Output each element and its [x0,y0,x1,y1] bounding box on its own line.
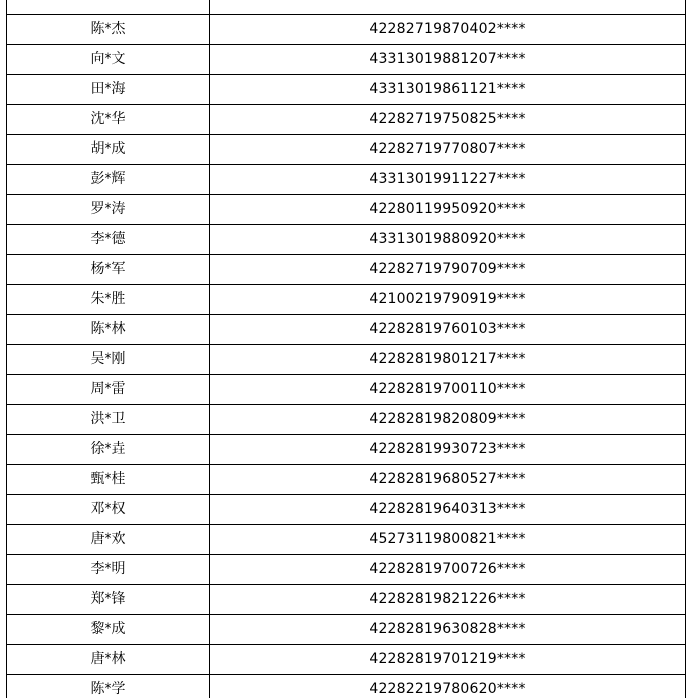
id-number-cell: 43313019861121**** [210,75,686,105]
table-row [7,285,686,315]
name-cell: 周*雷 [7,375,210,405]
table-row [7,255,686,285]
table-row [7,585,686,615]
table-row [7,615,686,645]
id-number-cell: 42282219780620**** [210,675,686,698]
name-cell: 陈*杰 [7,15,210,45]
id-number-cell: 42282719750825**** [210,105,686,135]
table-row [7,135,686,165]
table-row [7,555,686,585]
table-row [7,225,686,255]
table-row [7,525,686,555]
id-number-cell: 43313019911227**** [210,165,686,195]
id-number-cell: 42282819701219**** [210,645,686,675]
id-number-cell: 42282819700110**** [210,375,686,405]
id-number-cell: 42282719790709**** [210,255,686,285]
roster-table [6,0,686,698]
table-row [7,405,686,435]
name-cell: 吴*刚 [7,345,210,375]
name-cell: 向*文 [7,45,210,75]
roster-table-body [7,0,686,698]
id-number-cell: 42282819930723**** [210,435,686,465]
name-cell: 陈*林 [7,315,210,345]
id-number-cell: 42282819640313**** [210,495,686,525]
table-row [7,495,686,525]
table-row [7,465,686,495]
name-cell: 胡*成 [7,135,210,165]
name-cell: 杨*军 [7,255,210,285]
name-cell: 唐*林 [7,645,210,675]
name-cell-empty [7,0,210,15]
name-cell: 田*海 [7,75,210,105]
name-cell: 甄*桂 [7,465,210,495]
name-cell: 李*明 [7,555,210,585]
id-number-cell: 42100219790919**** [210,285,686,315]
table-row [7,165,686,195]
name-cell: 黎*成 [7,615,210,645]
id-cell-empty [210,0,686,15]
name-cell: 沈*华 [7,105,210,135]
name-cell: 郑*锋 [7,585,210,615]
table-row [7,315,686,345]
id-number-cell: 42282819630828**** [210,615,686,645]
table-row [7,675,686,698]
name-cell: 洪*卫 [7,405,210,435]
id-number-cell: 43313019880920**** [210,225,686,255]
name-cell: 罗*涛 [7,195,210,225]
table-row [7,435,686,465]
table-row [7,15,686,45]
id-number-cell: 42282819700726**** [210,555,686,585]
id-number-cell: 42282819801217**** [210,345,686,375]
table-row [7,345,686,375]
id-number-cell: 43313019881207**** [210,45,686,75]
table-row [7,45,686,75]
table-row-top-partial [7,0,686,15]
id-number-cell: 42282819760103**** [210,315,686,345]
name-cell: 陈*学 [7,675,210,698]
name-cell: 彭*辉 [7,165,210,195]
id-number-cell: 42282719770807**** [210,135,686,165]
name-cell: 徐*垚 [7,435,210,465]
table-row [7,375,686,405]
id-number-cell: 45273119800821**** [210,525,686,555]
table-row [7,75,686,105]
table-row [7,645,686,675]
name-cell: 李*德 [7,225,210,255]
name-cell: 朱*胜 [7,285,210,315]
name-cell: 唐*欢 [7,525,210,555]
id-number-cell: 42280119950920**** [210,195,686,225]
name-cell: 邓*权 [7,495,210,525]
id-number-cell: 42282819821226**** [210,585,686,615]
id-number-cell: 42282819680527**** [210,465,686,495]
id-number-cell: 42282819820809**** [210,405,686,435]
id-number-cell: 42282719870402**** [210,15,686,45]
table-row [7,195,686,225]
table-row [7,105,686,135]
